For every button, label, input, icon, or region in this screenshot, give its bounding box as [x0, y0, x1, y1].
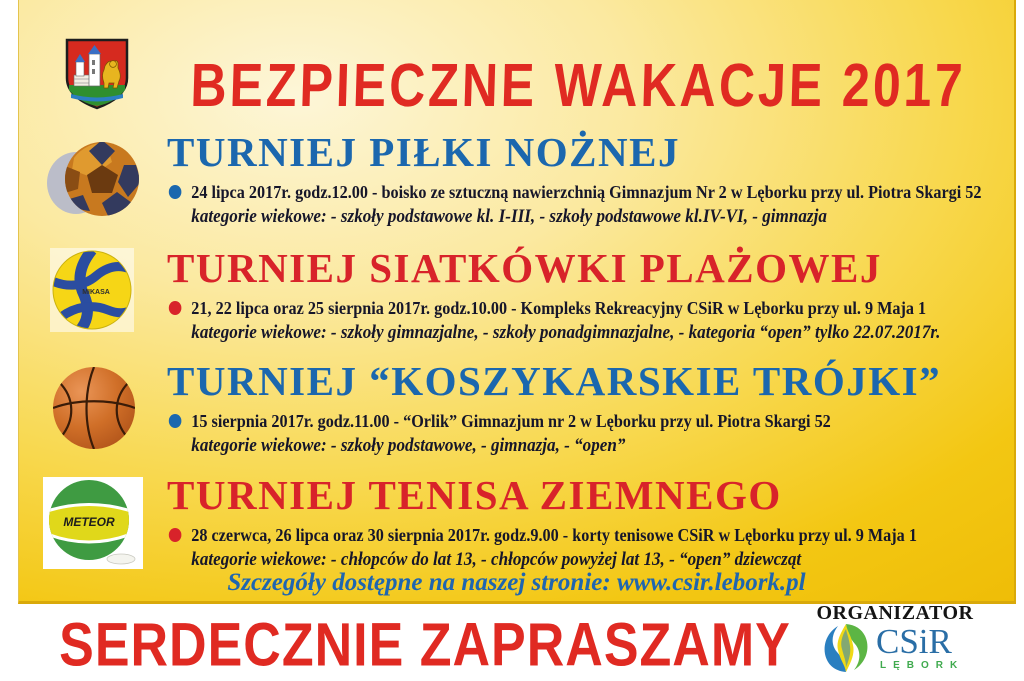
section-volleyball	[167, 247, 1024, 344]
section-heading: TURNIEJ PIŁKI NOŻNEJ	[167, 129, 680, 175]
bullet-icon	[169, 528, 182, 542]
football-icon	[46, 138, 142, 227]
details-text: 24 lipca 2017r. godz.12.00 - boisko ze sztuczną nawierzchnią Gimnazjum Nr 2 w Lęborku przy ul. Piotra Skargi 52	[191, 182, 982, 203]
bullet-icon	[169, 301, 182, 315]
volleyball-icon	[49, 247, 135, 338]
section-tennis	[167, 474, 1024, 571]
lebork-coat-of-arms-icon	[65, 38, 129, 110]
organizer-name: CSiR	[876, 622, 952, 661]
section-heading: TURNIEJ SIATKÓWKI PLAŻOWEJ	[167, 245, 882, 291]
section-details	[167, 525, 946, 546]
section-basketball	[167, 360, 1024, 457]
basketball-icon	[46, 360, 142, 461]
details-text: 15 sierpnia 2017r. godz.11.00 - “Orlik” Gimnazjum nr 2 w Lęborku przy ul. Piotra Skargi 52	[191, 411, 831, 432]
organizer-city: LĘBORK	[880, 660, 965, 671]
section-categories: kategorie wiekowe: - chłopców do lat 13, - chłopców powyżej lat 13, - “open” dziewcząt	[191, 549, 802, 571]
section-heading: TURNIEJ TENISA ZIEMNEGO	[167, 472, 782, 518]
section-details	[167, 298, 946, 319]
section-categories: kategorie wiekowe: - szkoły podstawowe kl. I-III, - szkoły podstawowe kl.IV-VI, - gimnazja	[191, 206, 827, 228]
section-categories: kategorie wiekowe: - szkoły podstawowe, - gimnazja, - “open”	[191, 435, 626, 457]
section-categories: kategorie wiekowe: - szkoły gimnazjalne, - szkoły ponadgimnazjalne, - kategoria “open” tylko 22.07.2017r.	[191, 322, 941, 344]
website-info: Szczegóły dostępne na naszej stronie: www.csir.lebork.pl	[227, 569, 806, 596]
tennis-brand-text: METEOR	[63, 515, 115, 529]
section-details	[167, 182, 982, 203]
details-text: 21, 22 lipca oraz 25 sierpnia 2017r. godz.10.00 - Kompleks Rekreacyjny CSiR w Lęborku przy ul. 9 Maja 1	[191, 298, 927, 319]
poster-background	[18, 0, 1016, 604]
bullet-icon	[169, 185, 182, 199]
invitation-text: SERDECZNIE ZAPRASZAMY	[59, 611, 791, 680]
details-text: 28 czerwca, 26 lipca oraz 30 sierpnia 2017r. godz.9.00 - korty tenisowe CSiR w Lęborku przy ul. 9 Maja 1	[191, 525, 917, 546]
tennis-ball-icon	[43, 477, 143, 574]
volleyball-brand-text: MIKASA	[82, 289, 110, 296]
page-title: BEZPIECZNE WAKACJE 2017	[189, 51, 967, 120]
csir-swirl-icon	[824, 623, 868, 673]
organizer-label: ORGANIZATOR	[816, 602, 974, 624]
section-heading: TURNIEJ “KOSZYKARSKIE TRÓJKI”	[167, 358, 942, 404]
section-details	[167, 411, 946, 432]
bullet-icon	[169, 414, 182, 428]
section-football	[167, 131, 1024, 228]
